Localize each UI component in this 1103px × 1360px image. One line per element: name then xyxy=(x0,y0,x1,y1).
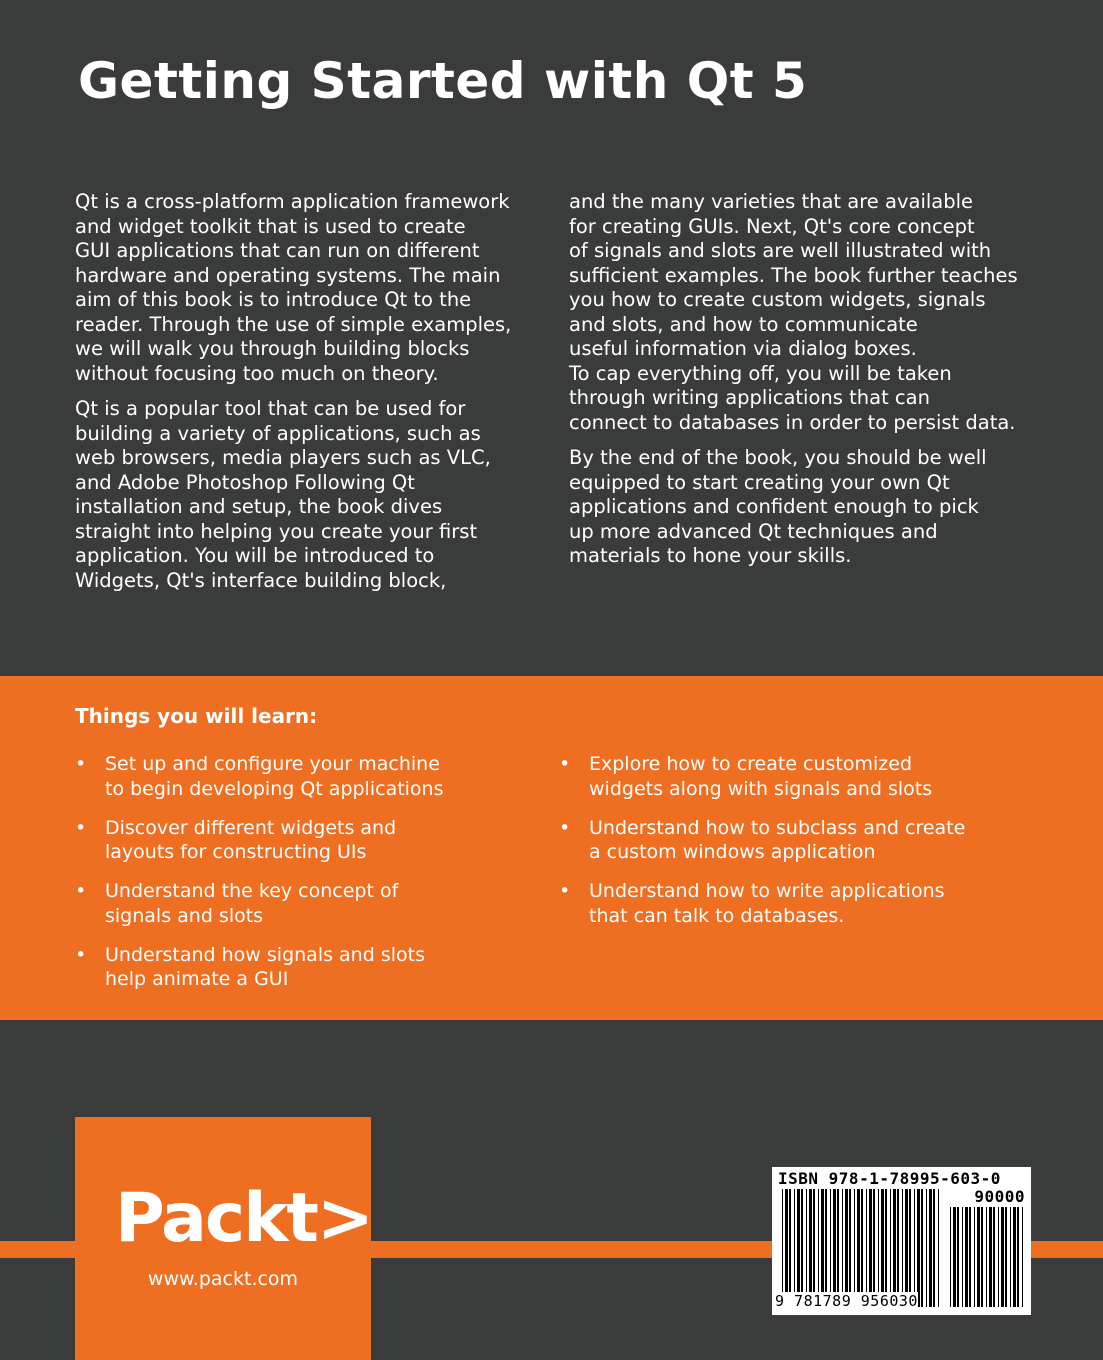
barcode-bar xyxy=(950,1207,951,1307)
barcode-bar xyxy=(933,1189,935,1307)
barcode-bar xyxy=(926,1189,927,1307)
packt-logo: Packt> xyxy=(115,1179,372,1258)
barcode-bar xyxy=(818,1189,819,1307)
barcode-bar xyxy=(873,1189,875,1307)
barcode-bar xyxy=(869,1189,872,1307)
isbn-text: ISBN 978-1-78995-603-0 xyxy=(778,1169,1001,1188)
list-item-text: Discover different widgets and layouts for constructing UIs xyxy=(105,816,397,863)
barcode-digits: 9 781789 956030 xyxy=(775,1292,918,1310)
list-item-text: Explore how to create customized widgets along with signals and slots xyxy=(589,753,933,800)
list-item xyxy=(75,943,505,992)
barcode-bar xyxy=(965,1207,968,1307)
barcode-bar xyxy=(917,1189,920,1307)
barcode-bar xyxy=(821,1189,824,1307)
barcode-bar xyxy=(909,1189,911,1307)
barcode-bar xyxy=(861,1189,863,1307)
barcode-bar xyxy=(857,1189,860,1307)
barcode-bar xyxy=(785,1189,788,1307)
isbn-barcode xyxy=(772,1167,1031,1315)
description-paragraph: and the many varieties that are available for creating GUIs. Next, Qt's core concept of signals and slots are well illustrated with sufficient examples. The book further teaches you how to create custom widgets, signals and slots, and how to communicate useful information via dialog boxes. To cap everything off, you will be taken through writing applications that can connect to databases in order to persist data. xyxy=(569,190,1018,434)
barcode-bar xyxy=(806,1189,807,1307)
barcode-bar xyxy=(953,1207,956,1307)
list-item xyxy=(559,816,1009,865)
barcode-bar xyxy=(897,1189,899,1307)
barcode-bar xyxy=(890,1189,891,1307)
barcode-bar xyxy=(1017,1207,1019,1307)
barcode-bar xyxy=(842,1189,843,1307)
barcode-bar xyxy=(914,1189,915,1307)
barcode-bar xyxy=(1001,1207,1004,1307)
description-right-column xyxy=(569,190,1049,580)
barcode-bar xyxy=(974,1207,975,1307)
barcode-bar xyxy=(902,1189,903,1307)
barcode-bar xyxy=(837,1189,839,1307)
barcode-bar xyxy=(866,1189,867,1307)
publisher-url: www.packt.com xyxy=(147,1268,299,1290)
bullet-icon: • xyxy=(75,753,87,775)
barcode-bar xyxy=(1013,1207,1016,1307)
barcode-bar xyxy=(809,1189,812,1307)
barcode-bar xyxy=(929,1189,932,1307)
barcode-bar xyxy=(905,1189,908,1307)
barcode-bar xyxy=(1005,1207,1007,1307)
barcode-bar xyxy=(830,1189,831,1307)
description-paragraph: Qt is a cross-platform application framework and widget toolkit that is used to create GUI applications that can run on different hardware and operating systems. The main aim of this book is to introduce Qt to the reader. Through the use of simple examples, we will walk you through building blocks without focusing too much on theory. xyxy=(75,190,512,385)
barcode-bar xyxy=(782,1189,783,1307)
list-item-text: Understand how to subclass and create a custom windows application xyxy=(589,816,966,863)
barcode-bar xyxy=(893,1189,896,1307)
barcode-bar xyxy=(986,1207,987,1307)
list-item-text: Set up and configure your machine to begin developing Qt applications xyxy=(105,753,444,800)
list-item xyxy=(75,816,505,865)
list-item-text: Understand how signals and slots help animate a GUI xyxy=(105,943,425,990)
barcode-bar xyxy=(885,1189,887,1307)
description-paragraph: By the end of the book, you should be well equipped to start creating your own Qt applications and confident enough to pick up more advanced Qt techniques and materials to hone your skills. xyxy=(569,446,987,567)
bullet-icon: • xyxy=(559,880,571,902)
barcode-bar xyxy=(1022,1207,1023,1307)
barcode-bar xyxy=(969,1207,971,1307)
description-left-column xyxy=(75,190,545,604)
barcode-bar xyxy=(957,1207,959,1307)
barcode-bar xyxy=(962,1207,963,1307)
list-item-text: Understand the key concept of signals and slots xyxy=(105,880,399,927)
barcode-bar xyxy=(813,1189,815,1307)
barcode-bar xyxy=(797,1189,800,1307)
list-item xyxy=(75,752,505,801)
barcode-bar xyxy=(881,1189,884,1307)
barcode-bar xyxy=(825,1189,827,1307)
barcode-bar xyxy=(789,1189,791,1307)
barcode-bar xyxy=(878,1189,879,1307)
barcode-bar xyxy=(977,1207,980,1307)
list-item-text: Understand how to write applications that can talk to databases. xyxy=(589,880,945,927)
bullet-icon: • xyxy=(559,816,571,839)
bullet-icon: • xyxy=(559,753,571,775)
learn-list-left xyxy=(75,752,505,1006)
barcode-bar xyxy=(845,1189,848,1307)
barcode-bar xyxy=(998,1207,999,1307)
barcode-bar xyxy=(981,1207,983,1307)
list-item xyxy=(559,879,1009,928)
barcode-bar xyxy=(801,1189,803,1307)
barcode-bar xyxy=(794,1189,795,1307)
barcode-bar xyxy=(938,1189,939,1307)
price-code: 90000 xyxy=(974,1187,1025,1206)
bullet-icon: • xyxy=(75,943,87,966)
barcode-bar xyxy=(993,1207,995,1307)
list-item xyxy=(75,879,505,928)
book-title: Getting Started with Qt 5 xyxy=(78,52,808,110)
barcode-bar xyxy=(854,1189,855,1307)
learn-list-right xyxy=(559,752,1009,943)
barcode-bar xyxy=(989,1207,992,1307)
learn-heading: Things you will learn: xyxy=(75,704,318,728)
list-item xyxy=(559,752,1009,801)
publisher-logo-panel xyxy=(75,1117,371,1360)
description-paragraph: Qt is a popular tool that can be used for building a variety of applications, such as web browsers, media players such as VLC, and Adobe Photoshop Following Qt installation and setup, the book dives straight into helping you create your first application. You will be introduced to Widgets, Qt's interface building block, xyxy=(75,397,491,592)
bullet-icon: • xyxy=(75,816,87,839)
barcode-bar xyxy=(849,1189,851,1307)
barcode-bar xyxy=(1010,1207,1011,1307)
barcode-bar xyxy=(833,1189,836,1307)
bullet-icon: • xyxy=(75,880,87,902)
barcode-bar xyxy=(921,1189,923,1307)
